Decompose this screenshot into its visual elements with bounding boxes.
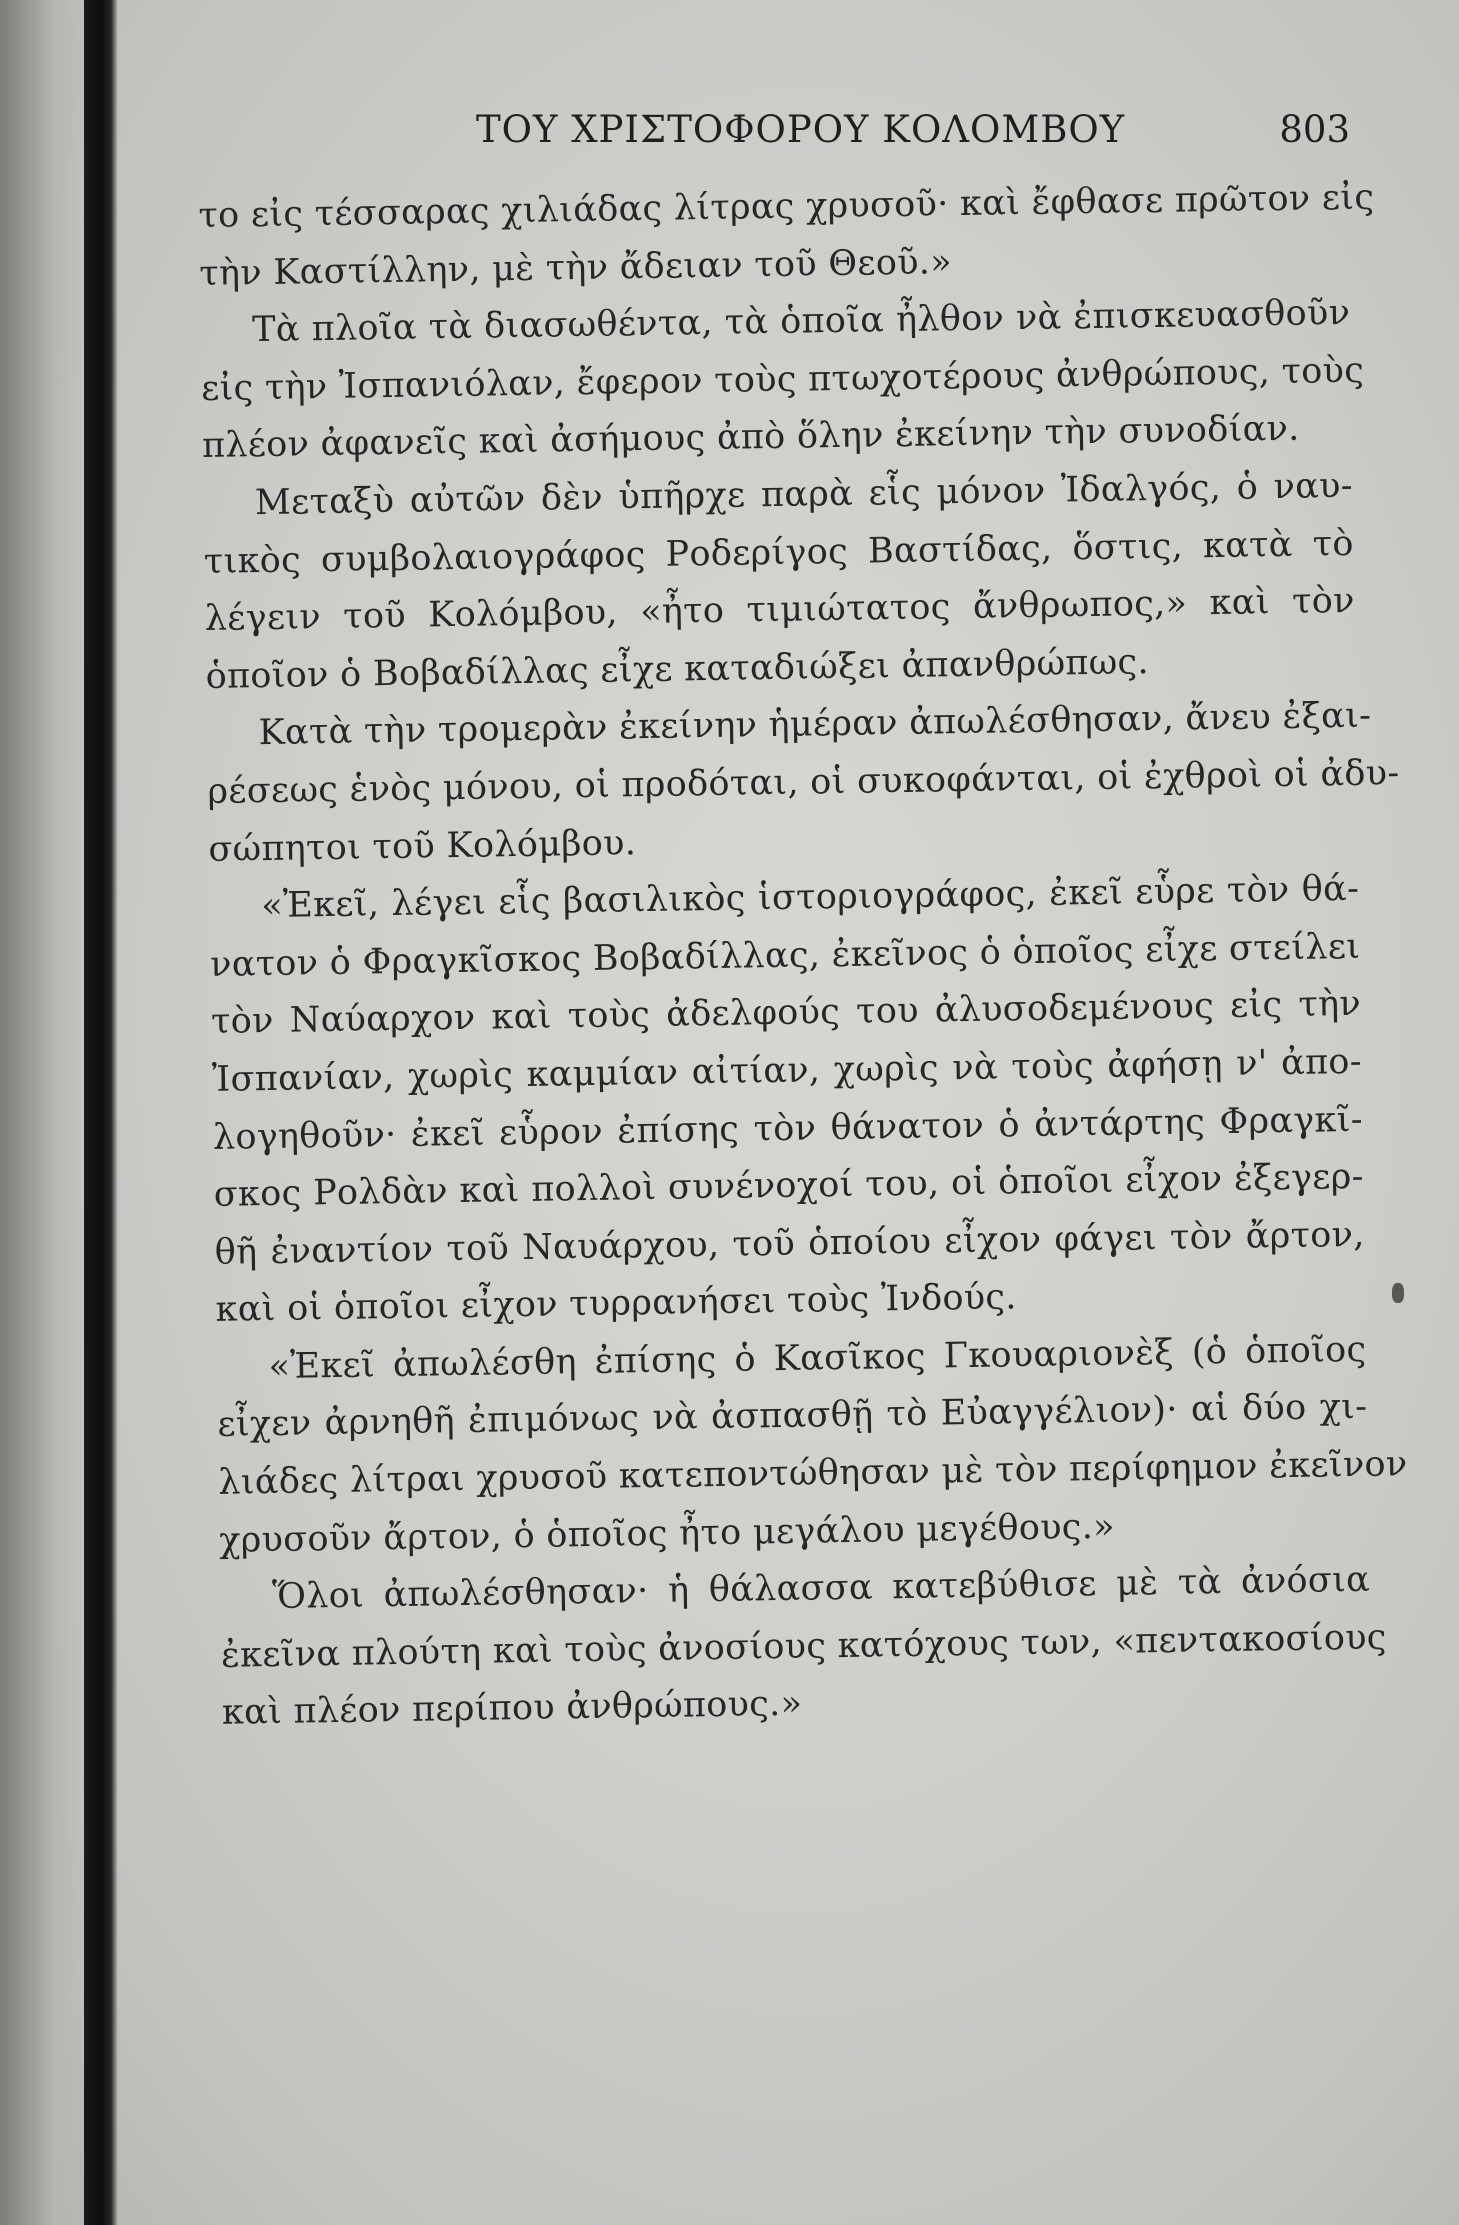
text-line: Ὅλοι ἀπωλέσθησαν· ἡ θάλασσα κατεβύθισε μὲ τὰ ἀνόσια bbox=[271, 1560, 1371, 1618]
text-line: «Ἐκεῖ, λέγει εἷς βασιλικὸς ἱστοριογράφος, ἐκεῖ εὗρε τὸν θά- bbox=[260, 868, 1360, 927]
text-line: ρέσεως ἑνὸς μόνου, οἱ προδόται, οἱ συκοφάνται, οἱ ἐχθροὶ οἱ ἀδυ- bbox=[207, 753, 1400, 812]
book-gutter bbox=[84, 0, 118, 2225]
text-line: Μεταξὺ αὐτῶν δὲν ὑπῆρχε παρὰ εἷς μόνον Ἰδαλγός, ὁ ναυ- bbox=[254, 465, 1354, 524]
text-line: λέγειν τοῦ Κολόμβου, «ἦτο τιμιώτατος ἄνθρωπος,» καὶ τὸν bbox=[204, 581, 1355, 640]
text-line: λογηθοῦν· ἐκεῖ εὗρον ἐπίσης τὸν θάνατον ὁ ἀντάρτης Φραγκῖ- bbox=[212, 1099, 1364, 1158]
binding-shadow bbox=[0, 0, 90, 2225]
text-line: εἰς τὴν Ἰσπανιόλαν, ἔφερον τοὺς πτωχοτέρους ἀνθρώπους, τοὺς bbox=[200, 350, 1365, 409]
text-line: πλέον ἀφανεῖς καὶ ἀσήμους ἀπὸ ὅλην ἐκείνην τὴν συνοδίαν. bbox=[201, 409, 1300, 467]
text-line: θῆ ἐναντίον τοῦ Ναυάρχου, τοῦ ὁποίου εἶχον φάγει τὸν ἄρτον, bbox=[214, 1214, 1365, 1273]
text-line: εἶχεν ἀρνηθῆ ἐπιμόνως νὰ ἀσπασθῇ τὸ Εὐαγγέλιον)· αἱ δύο χι- bbox=[217, 1387, 1368, 1446]
text-line: καὶ πλέον περίπου ἀνθρώπους.» bbox=[221, 1684, 803, 1734]
page-number: 803 bbox=[1279, 108, 1350, 151]
text-line: νατον ὁ Φραγκῖσκος Βοβαδίλλας, ἐκεῖνος ὁ ὁποῖος εἶχε στείλει bbox=[209, 926, 1361, 985]
text-line: το εἰς τέσσαρας χιλιάδας λίτρας χρυσοῦ· καὶ ἔφθασε πρῶτον εἰς bbox=[198, 177, 1375, 236]
running-title: ΤΟΥ ΧΡΙΣΤΟΦΟΡΟΥ ΚΟΛΟΜΒΟΥ bbox=[476, 108, 1126, 151]
text-line: Ἰσπανίαν, χωρὶς καμμίαν αἰτίαν, χωρὶς νὰ τοὺς ἀφήσῃ ν' ἀπο- bbox=[211, 1041, 1363, 1100]
text-line: λιάδες λίτραι χρυσοῦ κατεποντώθησαν μὲ τὸν περίφημον ἐκεῖνον bbox=[218, 1444, 1408, 1503]
text-line: ἐκεῖνα πλούτη καὶ τοὺς ἀνοσίους κατόχους των, «πεντακοσίους bbox=[220, 1617, 1387, 1676]
text-line: «Ἐκεῖ ἀπωλέσθη ἐπίσης ὁ Κασῖκος Γκουαριονὲξ (ὁ ὁποῖος bbox=[268, 1329, 1367, 1387]
text-line: ὁποῖον ὁ Βοβαδίλλας εἶχε καταδιώξει ἀπανθρώπως. bbox=[205, 641, 1150, 697]
ink-speck bbox=[1392, 1283, 1404, 1303]
text-line: σκος Ρολδὰν καὶ πολλοὶ συνένοχοί του, οἱ ὁποῖοι εἶχον ἐξεγερ- bbox=[213, 1156, 1364, 1215]
text-line: χρυσοῦν ἄρτον, ὁ ὁποῖος ἦτο μεγάλου μεγέθους.» bbox=[218, 1506, 1116, 1561]
text-line: τικὸς συμβολαιογράφος Ροδερίγος Βαστίδας, ὅστις, κατὰ τὸ bbox=[203, 523, 1355, 582]
text-line: τὴν Καστίλλην, μὲ τὴν ἄδειαν τοῦ Θεοῦ.» bbox=[199, 241, 953, 294]
text-line: Τὰ πλοῖα τὰ διασωθέντα, τὰ ὁποῖα ἦλθον νὰ ἐπισκευασθοῦν bbox=[251, 293, 1351, 351]
body-text bbox=[198, 170, 1408, 1743]
text-line: σώπητοι τοῦ Κολόμβου. bbox=[208, 822, 637, 870]
text-line: Κατὰ τὴν τρομερὰν ἐκείνην ἡμέραν ἀπωλέσθησαν, ἄνευ ἐξαι- bbox=[258, 695, 1372, 754]
page-header bbox=[200, 108, 1350, 168]
text-line: τὸν Ναύαρχον καὶ τοὺς ἀδελφούς του ἀλυσοδεμένους εἰς τὴν bbox=[210, 984, 1362, 1043]
text-line: καὶ οἱ ὁποῖοι εἶχον τυρρανήσει τοὺς Ἰνδούς. bbox=[215, 1277, 1017, 1331]
